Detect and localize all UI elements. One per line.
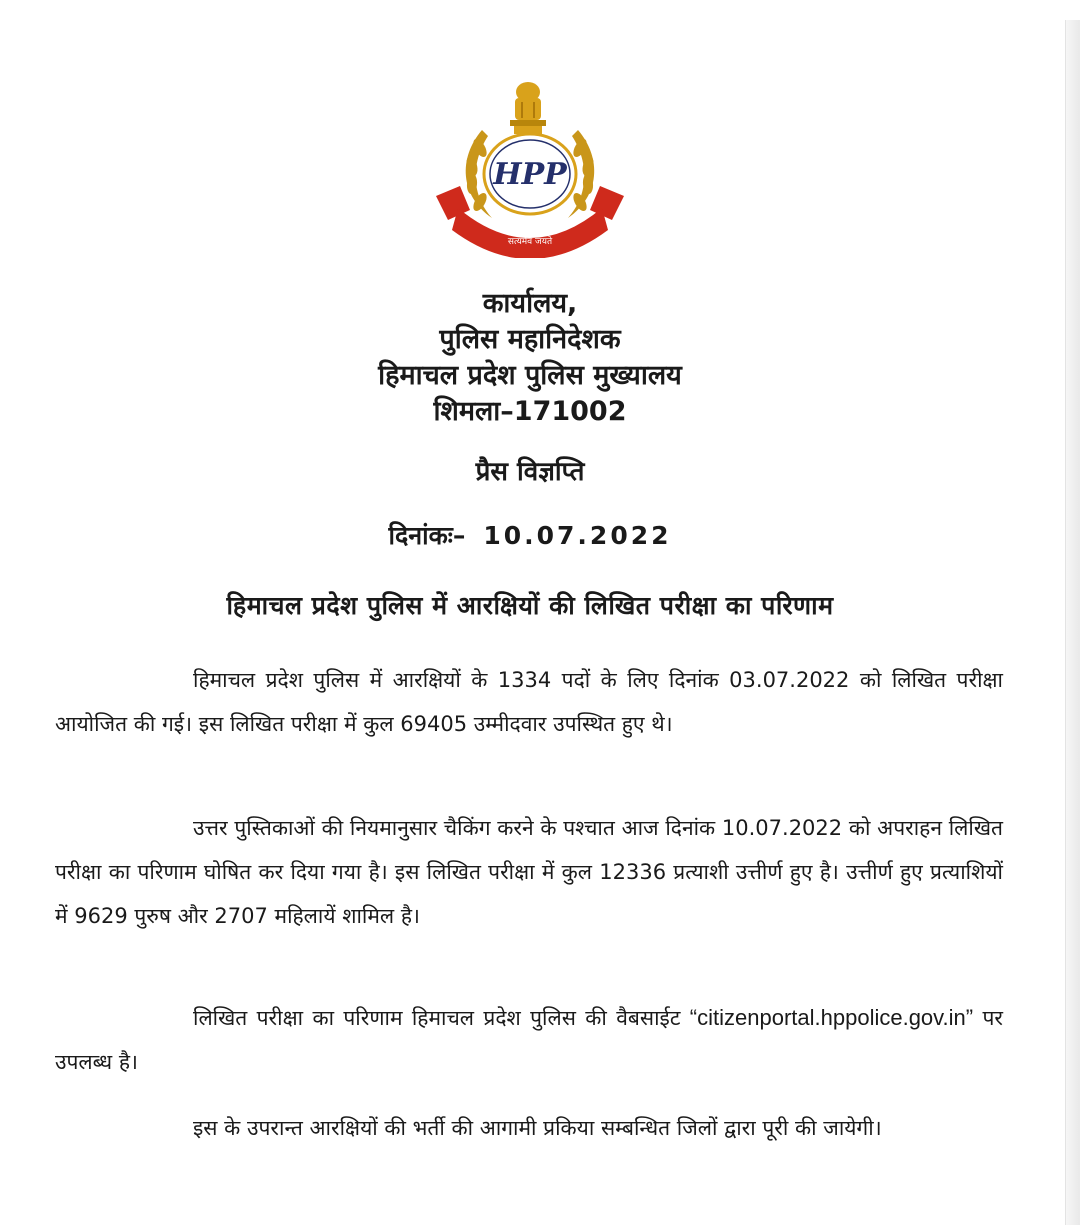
- letterhead: [0, 286, 1060, 430]
- date-value: 10.07.2022: [483, 521, 672, 550]
- office-line: कार्यालय,: [482, 288, 578, 319]
- city-line: शिमला–171002: [433, 396, 627, 427]
- date-label: दिनांकः–: [388, 521, 466, 550]
- paragraph-1: हिमाचल प्रदेश पुलिस में आरक्षियों के 1334 पदों के लिए दिनांक 03.07.2022 को लिखित परीक्षा आयोजित की गई। इस लिखित परीक्षा में कुल 69405 उम्मीदवार उपस्थित हुए थे।: [55, 668, 1003, 736]
- page-edge-shadow: [1065, 20, 1080, 1225]
- paragraph-3: [55, 996, 1003, 1084]
- press-release-heading: प्रैस विज्ञप्ति: [475, 457, 585, 487]
- headquarters-line: हिमाचल प्रदेश पुलिस मुख्यालय: [378, 360, 682, 391]
- hp-police-emblem-icon: [430, 78, 630, 258]
- ribbon-motto: सत्यमेव जयते: [507, 237, 553, 247]
- paragraph-3-text: लिखित परीक्षा का परिणाम हिमाचल प्रदेश पुलिस की वैबसाईट: [193, 1006, 681, 1030]
- ashoka-emblem-icon: [510, 82, 546, 134]
- emblem-monogram: HPP: [493, 157, 567, 192]
- document-title: हिमाचल प्रदेश पुलिस में आरक्षियों की लिखित परीक्षा का परिणाम: [226, 591, 834, 620]
- paragraph-3-tail: पर उपलब्ध है।: [55, 1006, 1003, 1074]
- designation-line: पुलिस महानिदेशक: [439, 324, 621, 355]
- website-url: “citizenportal.hppolice.gov.in”: [689, 1005, 974, 1030]
- paragraph-2: उत्तर पुस्तिकाओं की नियमानुसार चैकिंग करने के पश्चात आज दिनांक 10.07.2022 को अपराहन लिखित परीक्षा का परिणाम घोषित कर दिया गया है। इस लिखित परीक्षा में कुल 12336 प्रत्याशी उत्तीर्ण हुए है। उत्तीर्ण हुए प्रत्याशियों में 9629 पुरुष और 2707 महिलायें शामिल है।: [55, 816, 1003, 928]
- date-line: [0, 518, 1060, 552]
- paragraph-4: इस के उपरान्त आरक्षियों की भर्ती की आगामी प्रकिया सम्बन्धित जिलों द्वारा पूरी की जायेगी।: [193, 1116, 882, 1140]
